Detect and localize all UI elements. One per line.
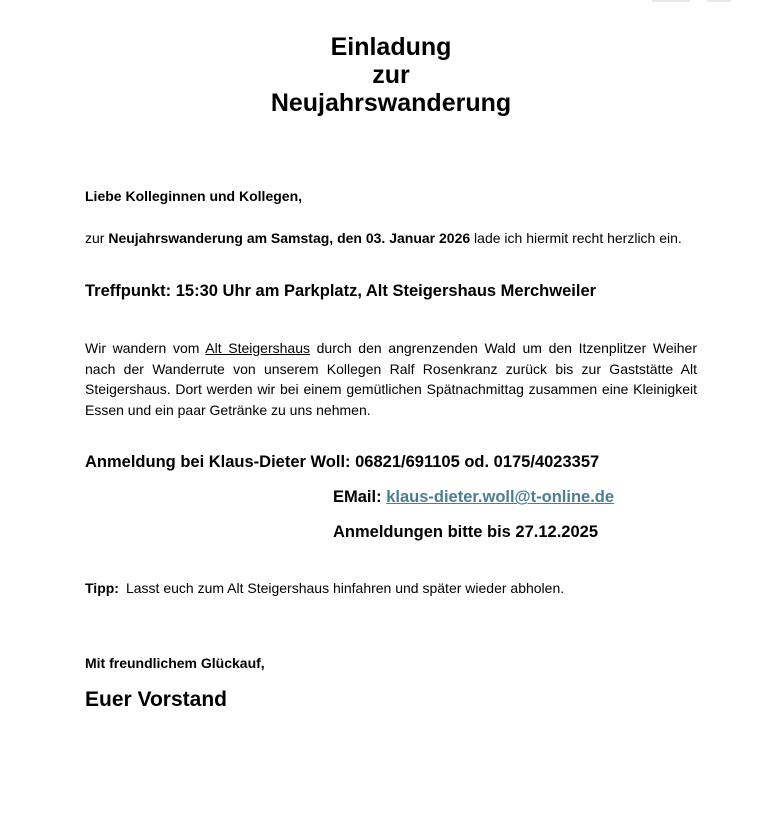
cropped-ui-fragment-right bbox=[707, 0, 731, 2]
document-title bbox=[85, 33, 697, 117]
registration-deadline-line: Anmeldungen bitte bis 27.12.2025 bbox=[333, 523, 598, 542]
title-line-1: Einladung bbox=[330, 33, 452, 61]
description-underlined-place: Alt Steigershaus bbox=[205, 340, 310, 356]
email-label: EMail: bbox=[333, 488, 387, 507]
registration-contact-line: Anmeldung bei Klaus-Dieter Woll: 06821/691105 od. 0175/4023357 bbox=[85, 453, 600, 472]
email-line bbox=[85, 486, 697, 508]
description-part1: Wir wandern vom bbox=[85, 340, 206, 356]
tip-label: Tipp: bbox=[85, 580, 119, 597]
signature-line: Euer Vorstand bbox=[85, 688, 227, 712]
intro-date-bold: Neujahrswanderung am Samstag, den 03. Januar 2026 bbox=[108, 230, 471, 246]
closing-line: Mit freundlichem Glückauf, bbox=[85, 655, 265, 672]
cropped-ui-fragment-left bbox=[652, 0, 690, 2]
description-part2: durch den angrenzenden Wald um den Itzenplitzer Weiher nach der Wanderrute von unserem Kollegen Ralf Rosenkranz zurück bis zur Gaststätte Alt Steigershaus. Dort werden wir bei einem gemütlichen Spätnachmittag zusammen eine Kleinigkeit Essen und ein paar Getränke zu uns nehmen. bbox=[85, 340, 697, 418]
intro-prefix: zur bbox=[85, 230, 109, 246]
intro-suffix: lade ich hiermit recht herzlich ein. bbox=[470, 230, 682, 246]
title-line-3: Neujahrswanderung bbox=[270, 89, 512, 117]
intro-paragraph bbox=[85, 228, 697, 248]
salutation: Liebe Kolleginnen und Kollegen, bbox=[85, 188, 303, 204]
description-paragraph bbox=[85, 338, 697, 420]
tip-line bbox=[85, 578, 697, 598]
email-link[interactable]: klaus-dieter.woll@t-online.de bbox=[386, 488, 615, 507]
title-line-2: zur bbox=[372, 61, 410, 89]
meeting-point-line: Treffpunkt: 15:30 Uhr am Parkplatz, Alt Steigershaus Merchweiler bbox=[85, 282, 597, 300]
tip-text: Lasst euch zum Alt Steigershaus hinfahren und später wieder abholen. bbox=[125, 580, 565, 597]
